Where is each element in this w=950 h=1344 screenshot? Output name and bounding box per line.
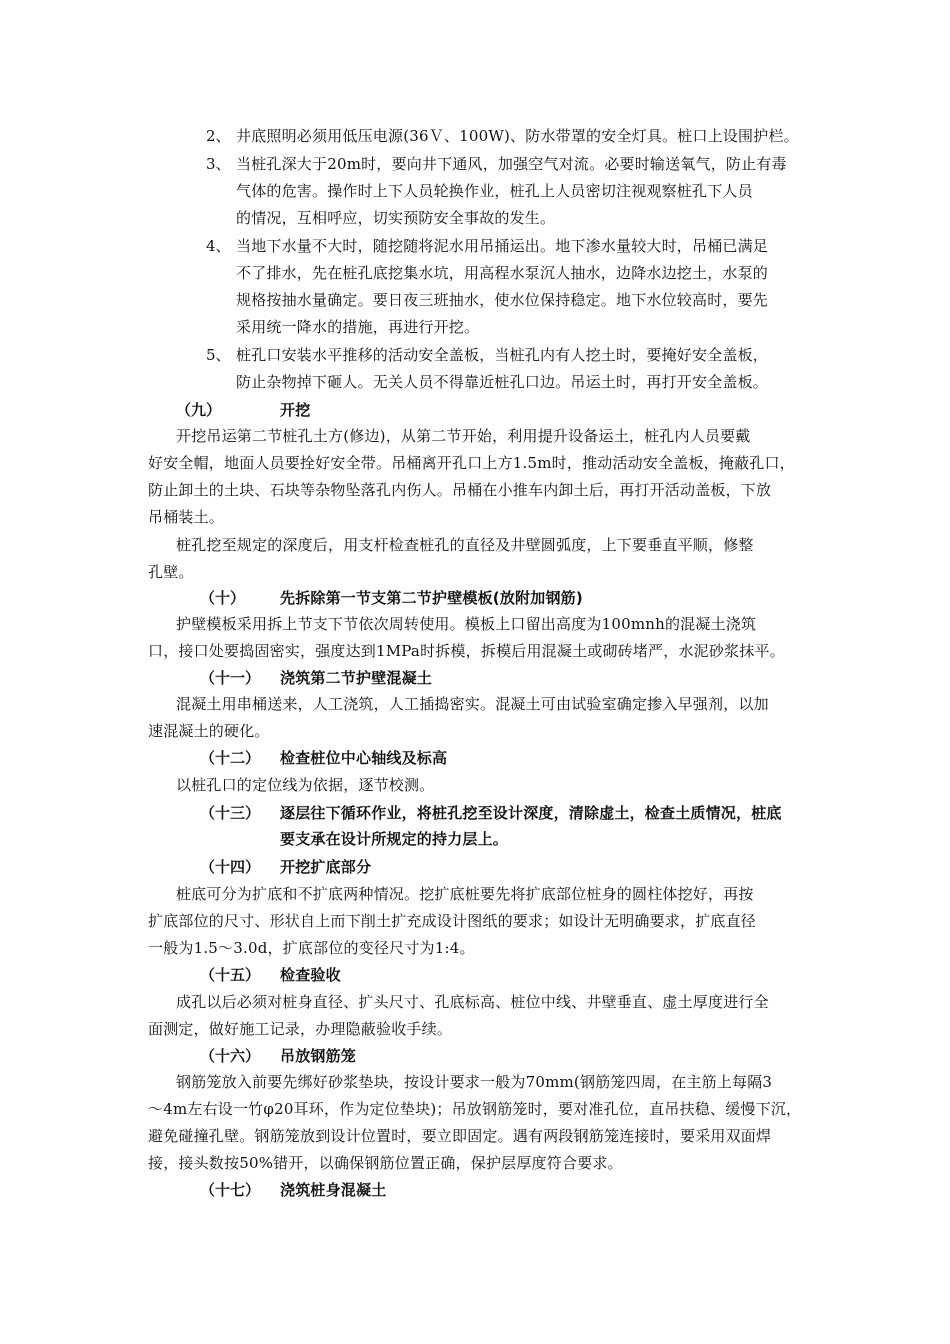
paragraph-line: 一般为1.5～3.0d，扩底部位的变径尺寸为1:4。 (148, 939, 475, 957)
section-number: （十） (200, 589, 246, 607)
section-title: 浇筑第二节护壁混凝土 (280, 669, 433, 687)
section-title: 先拆除第一节支第二节护壁模板(放附加钢筋) (280, 589, 583, 607)
item-text-line: 气体的危害。操作时上下人员轮换作业，桩孔上人员密切注视观察桩孔下人员 (236, 182, 753, 200)
item-text-line: 规格按抽水量确定。要日夜三班抽水，使水位保持稳定。地下水位较高时，要先 (236, 291, 769, 309)
item-text-line: 防止杂物掉下砸人。无关人员不得靠近桩孔口边。吊运土时，再打开安全盖板。 (236, 373, 769, 391)
paragraph-line: 桩底可分为扩底和不扩底两种情况。挖扩底桩要先将扩底部位桩身的圆柱体挖好，再按 (176, 885, 754, 903)
section-number: （十一） (200, 669, 261, 687)
paragraph-line: ～4m左右设一竹φ20耳环，作为定位垫块)；吊放钢筋笼时，要对准孔位，直吊扶稳、缓慢下沉， (148, 1100, 802, 1118)
section-title: 检查桩位中心轴线及标高 (280, 749, 448, 767)
paragraph-line: 开挖吊运第二节桩孔土方(修边)，从第二节开始，利用提升设备运土，桩孔内人员要戴 (176, 427, 751, 445)
paragraph-line: 防止卸土的土块、石块等杂物坠落孔内伤人。吊桶在小推车内卸土后，再打开活动盖板，下放 (148, 481, 772, 499)
paragraph-line: 吊桶装土。 (148, 508, 225, 526)
item-number: 3、 (206, 155, 231, 173)
item-number: 5、 (206, 346, 231, 364)
item-text-line: 当桩孔深大于20m时，要向井下通风，加强空气对流。必要时输送氧气，防止有毒 (236, 155, 787, 173)
item-text-line: 采用统一降水的措施，再进行开挖。 (236, 318, 480, 336)
section-number: （十五） (200, 966, 261, 984)
paragraph-line: 钢筋笼放入前要先绑好砂浆垫块，按设计要求一般为70mm(钢筋笼四周，在主筋上每隔3 (176, 1073, 773, 1091)
item-text-line: 的情况，互相呼应，切实预防安全事故的发生。 (236, 209, 556, 227)
paragraph-line: 避免碰撞孔壁。钢筋笼放到设计位置时，要立即固定。遇有两段钢筋笼连接时，要采用双面焊 (148, 1127, 772, 1145)
paragraph-line: 口，接口处要捣固密实，强度达到1MPa时拆模，拆模后用混凝土或砌砖堵严，水泥砂浆抹平。 (148, 642, 785, 660)
item-text-line: 当地下水量不大时，随挖随将泥水用吊捅运出。地下渗水量较大时，吊桶已满足 (236, 237, 769, 255)
section-title: 开挖 (280, 401, 311, 419)
section-title: 要支承在设计所规定的持力层上。 (280, 830, 509, 848)
paragraph-line: 扩底部位的尺寸、形状自上而下削土扩充成设计图纸的要求；如设计无明确要求，扩底直径 (148, 912, 757, 930)
paragraph-line: 成孔以后必须对桩身直径、扩头尺寸、孔底标高、桩位中线、井壁垂直、虚土厚度进行全 (176, 993, 769, 1011)
section-title: 吊放钢筋笼 (280, 1047, 357, 1065)
item-number: 4、 (206, 237, 231, 255)
item-text-line: 桩孔口安装水平推移的活动安全盖板，当桩孔内有人挖土时，要掩好安全盖板， (236, 346, 769, 364)
item-text-line: 井底照明必须用低压电源(36Ｖ、100W)、防水带罩的安全灯具。桩口上设围护栏。 (236, 127, 799, 145)
paragraph-line: 速混凝土的硬化。 (148, 722, 270, 740)
section-title: 开挖扩底部分 (280, 858, 372, 876)
item-number: 2、 (206, 127, 231, 145)
paragraph-line: 孔壁。 (148, 563, 194, 581)
paragraph-line: 接，接头数按50%错开，以确保钢筋位置正确，保护层厚度符合要求。 (148, 1154, 623, 1172)
section-number: （九） (176, 401, 222, 419)
paragraph-line: 面测定，做好施工记录，办理隐蔽验收手续。 (148, 1020, 453, 1038)
section-number: （十六） (200, 1047, 261, 1065)
item-text-line: 不了排水，先在桩孔底挖集水坑，用高程水泵沉人抽水，边降水边挖土，水泵的 (236, 264, 769, 282)
section-number: （十三） (200, 804, 261, 822)
paragraph-line: 护壁模板采用拆上节支下节依次周转使用。模板上口留出高度为100mnh的混凝土浇筑 (176, 615, 757, 633)
section-number: （十七） (200, 1181, 261, 1199)
paragraph-line: 好安全帽，地面人员要拴好安全带。吊桶离开孔口上方1.5m时，推动活动安全盖板，掩蔽孔口， (148, 454, 795, 472)
section-title: 逐层往下循环作业，将桩孔挖至设计深度，清除虚土，检查土质情况，桩底 (280, 804, 782, 822)
section-title: 检查验收 (280, 966, 341, 984)
paragraph-line: 桩孔挖至规定的深度后，用支杆检查桩孔的直径及井壁圆弧度，上下要垂直平顺，修整 (176, 536, 754, 554)
section-number: （十二） (200, 749, 261, 767)
section-number: （十四） (200, 858, 261, 876)
section-title: 浇筑桩身混凝土 (280, 1181, 387, 1199)
paragraph-line: 混凝土用串桶送来，人工浇筑，人工插捣密实。混凝土可由试验室确定掺入早强剂，以加 (176, 695, 769, 713)
paragraph-line: 以桩孔口的定位线为依据，逐节校测。 (176, 776, 435, 794)
